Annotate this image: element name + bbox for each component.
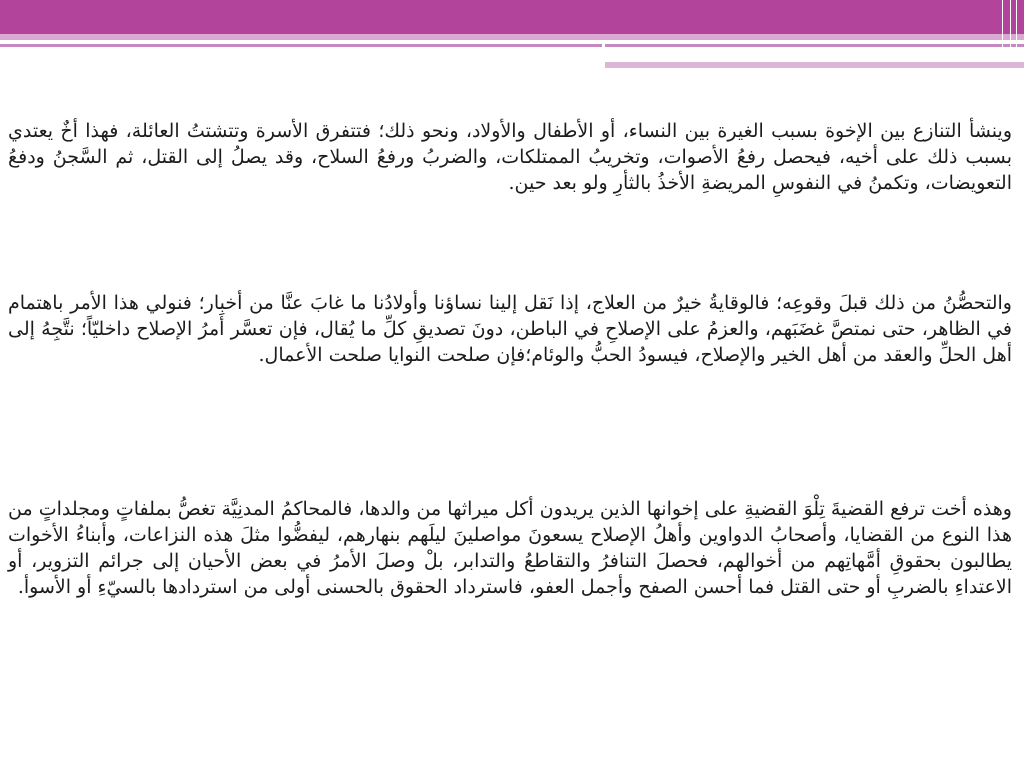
paragraph-3: وهذه أخت ترفع القضيةَ تِلْوَ القضيةِ على إخوانها الذين يريدون أكل ميراثها من والدها، فالمحاكمُ المدنِيَّة تغصُّ بملفاتٍ ومجلداتٍ من هذا النوع من القضايا، وأصحابُ الدواوين وأهلُ الإصلاح يسعونَ مواصلينَ ليلَهم بنهارهم، ليفضُّوا مثلَ هذه النزاعات، وأبناءُ الأخوات يطالبون بحقوقِ أمَّهاتِهم من أخوالهم، فحصلَ التنافرُ والتقاطعُ والتدابر، بلْ وصلَ الأمرُ في بعض الأحيان إلى جرائم التزوير، أو الاعتداءِ بالضربِ أو حتى القتل فما أحسن الصفح وأجمل العفو، فاسترداد الحقوق بالحسنى أولى من استردادها بالسيّءِ أو الأسوأ. xyxy=(8,498,1012,598)
header-band-accent xyxy=(605,62,1024,68)
header-divider-line xyxy=(1002,0,1003,52)
header-divider-line xyxy=(1010,0,1011,52)
header-band xyxy=(0,0,1024,34)
header-divider-line xyxy=(1016,0,1017,52)
paragraph-1: وينشأ التنازع بين الإخوة بسبب الغيرة بين النساء، أو الأطفال والأولاد، ونحو ذلك؛ فتتفرق الأسرة وتتشتتُ العائلة، فهذا أخٌ يعتدي بسبب ذلك على أخيه، فيحصل رفعُ الأصوات، وتخريبُ الممتلكات، والضربُ ورفعُ السلاح، وقد يصلُ إلى القتل، ثم السَّجنُ ودفعُ التعويضات، وتكمنُ في النفوسِ المريضةِ الأخذُ بالثأرِ ولو بعد حين. xyxy=(8,120,1012,194)
paragraph-2: والتحصُّنُ من ذلك قبلَ وقوعِه؛ فالوقايةُ خيرٌ من العلاج، إذا نَقل إلينا نساؤنا وأولادُنا ما غابَ عنَّا من أخبار؛ فنولي هذا الأمر باهتمام في الظاهر، حتى نمتصَّ غضَبَهم، والعزمُ على الإصلاحِ في الباطن، دونَ تصديقِ كلِّ ما يُقال، فإن تعسَّر أَمرُ الإصلاح داخليّاً؛ نتَّجِهُ إلى أهل الحلِّ والعقد من أهل الخير والإصلاح، فيسودُ الحبُّ والوئام؛فإن صلحت النوايا صلحت الأعمال. xyxy=(8,292,1012,366)
